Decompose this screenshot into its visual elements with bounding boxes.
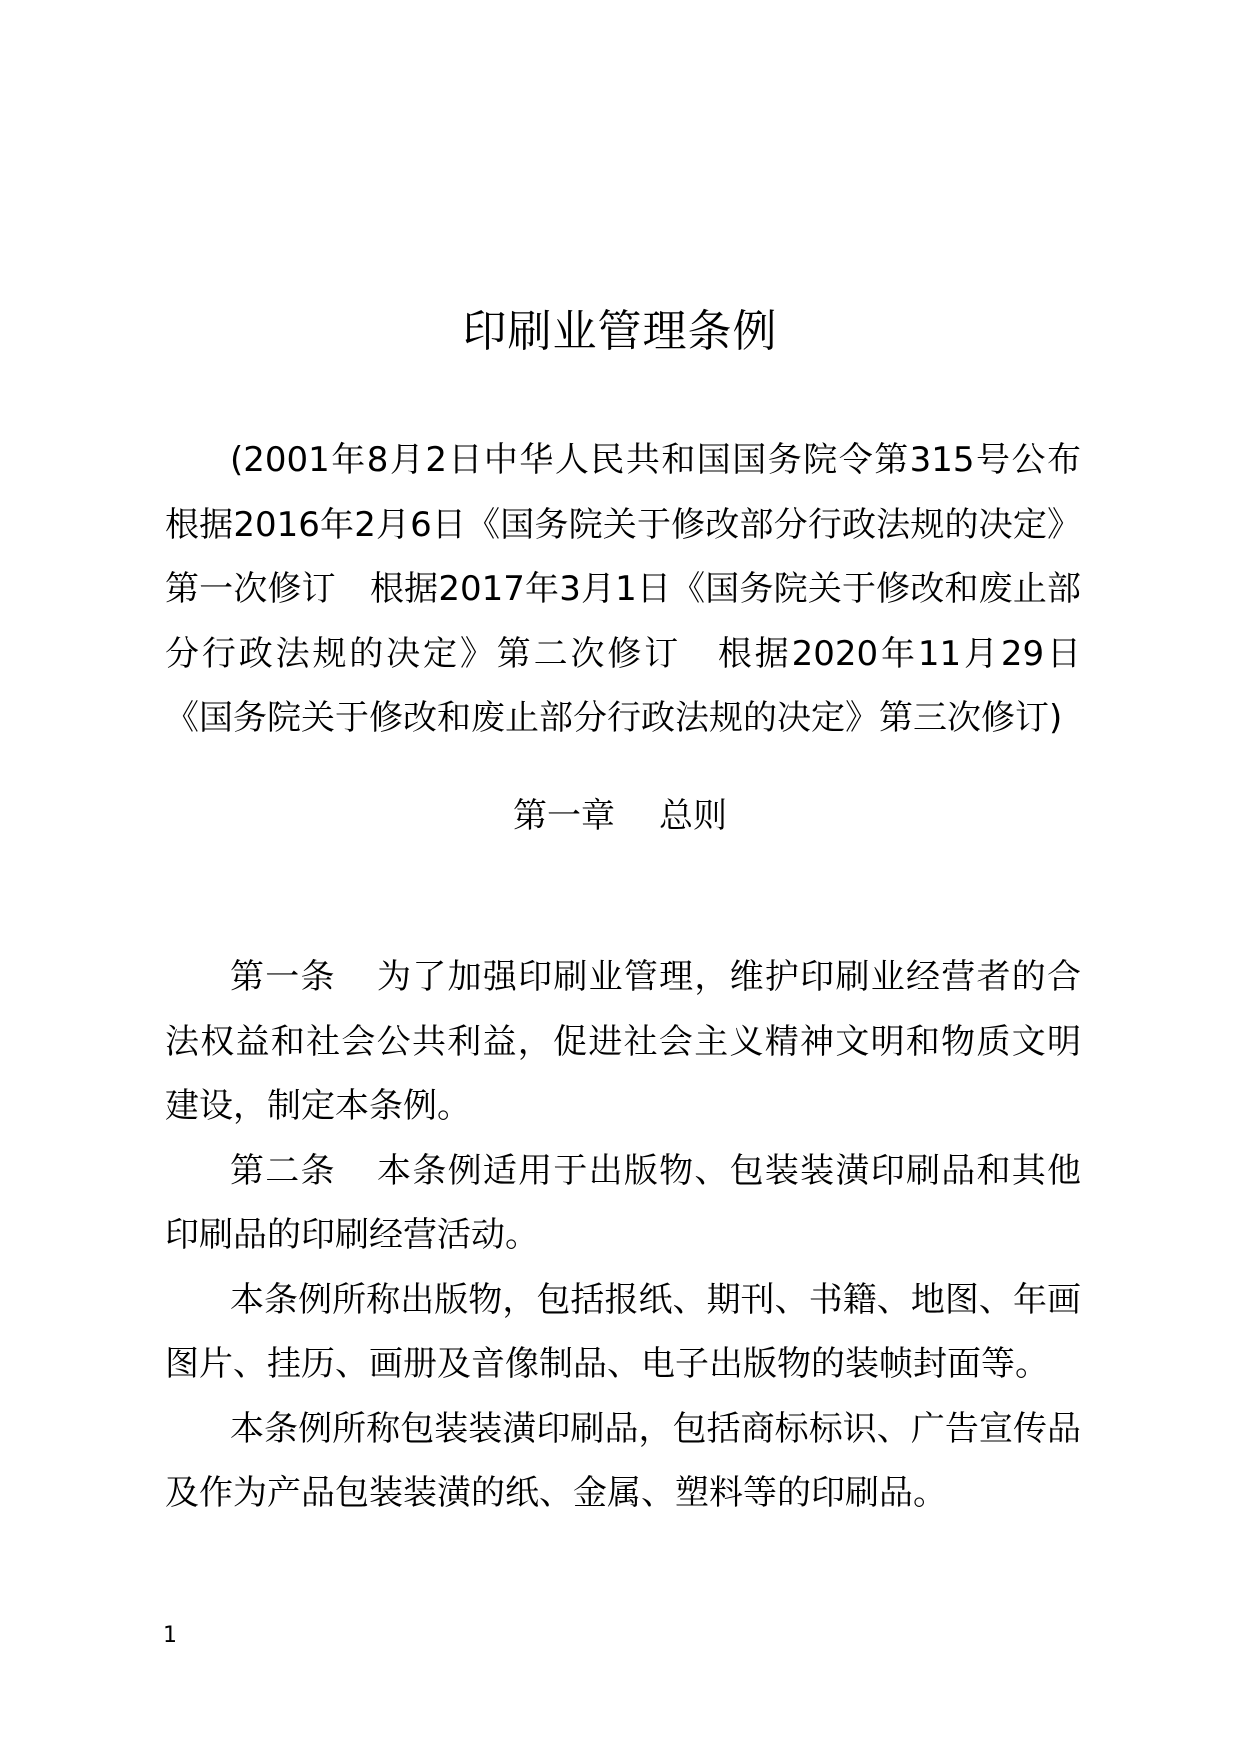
chapter-heading	[0, 790, 1240, 842]
revision-note: (2001年8月2日中华人民共和国国务院令第315号公布 根据2016年2月6日《国务院关于修改部分行政法规的决定》第一次修订 根据2017年3月1日《国务院关于修改和废止部分行政法规的决定》第二次修订 根据2020年11月29日《国务院关于修改和废止部分行政法规的决定》第三次修订)	[165, 440, 1115, 738]
paragraph-publications-definition: 本条例所称出版物，包括报纸、期刊、书籍、地图、年画图片、挂历、画册及音像制品、电子出版物的装帧封面等。	[165, 1279, 1081, 1384]
page-number: 1	[163, 1623, 177, 1648]
article-1-text: 为了加强印刷业管理，维护印刷业经营者的合法权益和社会公共利益，促进社会主义精神文明和物质文明建设，制定本条例。	[165, 957, 1082, 1126]
article-2-number: 第二条	[230, 1150, 336, 1191]
chapter-name: 总则	[659, 796, 727, 836]
document-title: 印刷业管理条例	[462, 306, 778, 357]
paragraph-packaging-definition: 本条例所称包装装潢印刷品，包括商标标识、广告宣传品及作为产品包装装潢的纸、金属、塑料等的印刷品。	[165, 1408, 1081, 1513]
article-1	[165, 945, 1081, 1139]
document-body	[165, 945, 1081, 1526]
article-2	[165, 1139, 1081, 1268]
article-1-number: 第一条	[230, 957, 336, 997]
article-2-text: 本条例适用于出版物、包装装潢印刷品和其他印刷品的印刷经营活动。	[165, 1150, 1082, 1255]
chapter-number: 第一章	[513, 796, 615, 836]
